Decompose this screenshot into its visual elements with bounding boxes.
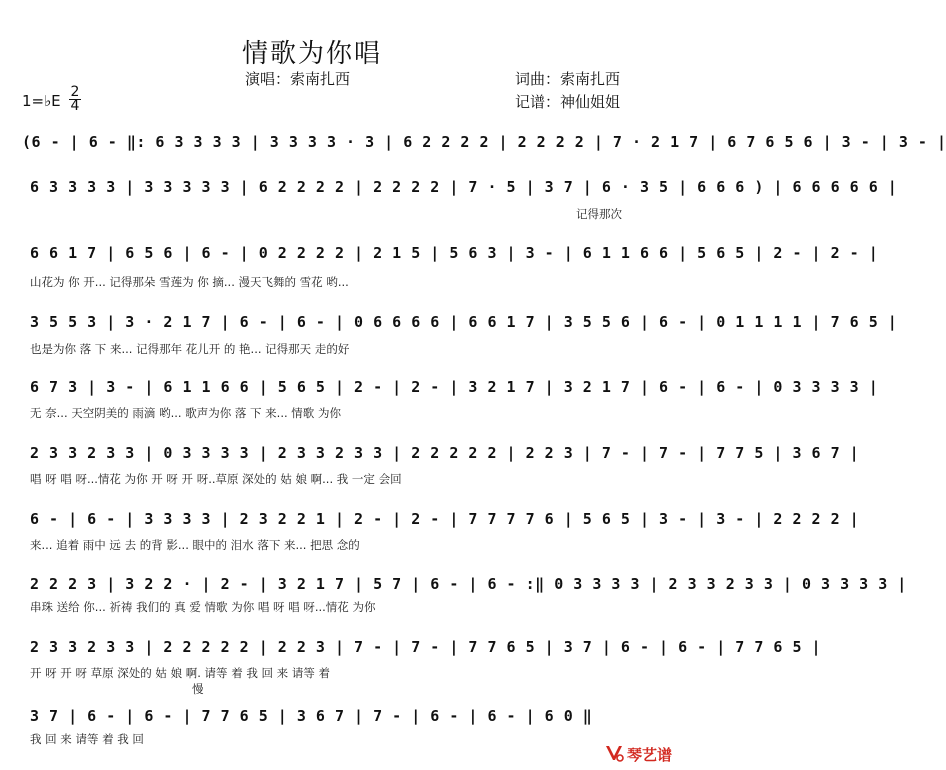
score-line-5: 6 7 3 | 3 - | 6 1 1 6 6 | 5 6 5 | 2 - | 2 - | 3 2 1 7 | 3 2 1 7 | 6 - | 6 - | 0 3 3 3 3 | — [30, 378, 879, 396]
time-signature-top: 2 — [70, 84, 80, 100]
transcriber-credit: 记谱：神仙姐姐 — [515, 93, 621, 111]
lyric-line-8: 串珠 送给 你... 祈祷 我们的 真 爱 情歌 为你 唱 呀 唱 呀...情花 为你 — [30, 600, 376, 614]
tempo-mark: 慢 — [192, 682, 204, 696]
lyric-line-3: 山花为 你 开... 记得那朵 雪莲为 你 摘... 漫天飞舞的 雪花 哟... — [30, 275, 349, 289]
score-line-6: 2 3 3 2 3 3 | 0 3 3 3 3 | 2 3 3 2 3 3 | 2 2 2 2 2 | 2 2 3 | 7 - | 7 - | 7 7 5 | 3 6 7 | — [30, 444, 860, 462]
time-signature-bottom: 4 — [70, 98, 80, 114]
key-signature: 1=♭E — [22, 92, 61, 110]
time-signature — [68, 86, 82, 113]
lyric-line-4: 也是为你 落 下 来... 记得那年 花儿开 的 艳... 记得那天 走的好 — [30, 342, 350, 356]
lyric-line-2: 记得那次 — [576, 207, 622, 221]
score-line-2: 6 3 3 3 3 | 3 3 3 3 3 | 6 2 2 2 2 | 2 2 2 2 | 7 · 5 | 3 7 | 6 · 3 5 | 6 6 6 ) | 6 6 6 6 6 | — [30, 178, 898, 196]
song-title: 情歌为你唱 — [242, 39, 383, 69]
score-line-7: 6 - | 6 - | 3 3 3 3 | 2 3 2 2 1 | 2 - | 2 - | 7 7 7 7 6 | 5 6 5 | 3 - | 3 - | 2 2 2 2 | — [30, 510, 860, 528]
score-line-4: 3 5 5 3 | 3 · 2 1 7 | 6 - | 6 - | 0 6 6 6 6 | 6 6 1 7 | 3 5 5 6 | 6 - | 0 1 1 1 1 | 7 6 5 | — [30, 313, 898, 331]
score-line-1: (6 - | 6 - ‖: 6 3 3 3 3 | 3 3 3 3 · 3 | 6 2 2 2 2 | 2 2 2 2 | 7 · 2 1 7 | 6 7 6 5 6 | 3 - | 3 - | — [22, 133, 946, 151]
score-line-10: 3 7 | 6 - | 6 - | 7 7 6 5 | 3 6 7 | 7 - | 6 - | 6 - | 6 0 ‖ — [30, 707, 593, 725]
lyric-line-10: 我 回 来 请等 着 我 回 — [30, 732, 144, 746]
lyric-line-7: 来... 追着 雨中 远 去 的背 影... 眼中的 泪水 落下 来... 把思 念的 — [30, 538, 360, 552]
score-line-8: 2 2 2 3 | 3 2 2 · | 2 - | 3 2 1 7 | 5 7 | 6 - | 6 - :‖ 0 3 3 3 3 | 2 3 3 2 3 3 | 0 3 3 3 3 | — [30, 575, 907, 593]
composer-credit: 词曲：索南扎西 — [515, 70, 621, 88]
lyric-line-9: 开 呀 开 呀 草原 深处的 姑 娘 啊. 请等 着 我 回 来 请等 着 — [30, 666, 330, 680]
score-line-9: 2 3 3 2 3 3 | 2 2 2 2 2 | 2 2 3 | 7 - | 7 - | 7 7 6 5 | 3 7 | 6 - | 6 - | 7 7 6 5 | — [30, 638, 822, 656]
lyric-line-6: 唱 呀 唱 呀...情花 为你 开 呀 开 呀..草原 深处的 姑 娘 啊... 我 一定 会回 — [30, 472, 402, 486]
lyric-line-5: 无 奈... 天空阴美的 雨滴 哟... 歌声为你 落 下 来... 情歌 为你 — [30, 406, 341, 420]
music-logo-icon — [603, 742, 625, 764]
score-line-3: 6 6 1 7 | 6 5 6 | 6 - | 0 2 2 2 2 | 2 1 5 | 5 6 3 | 3 - | 6 1 1 6 6 | 5 6 5 | 2 - | 2 - | — [30, 244, 879, 262]
singer-credit: 演唱：索南扎西 — [245, 70, 351, 88]
brand-name: 琴艺谱 — [627, 746, 673, 764]
